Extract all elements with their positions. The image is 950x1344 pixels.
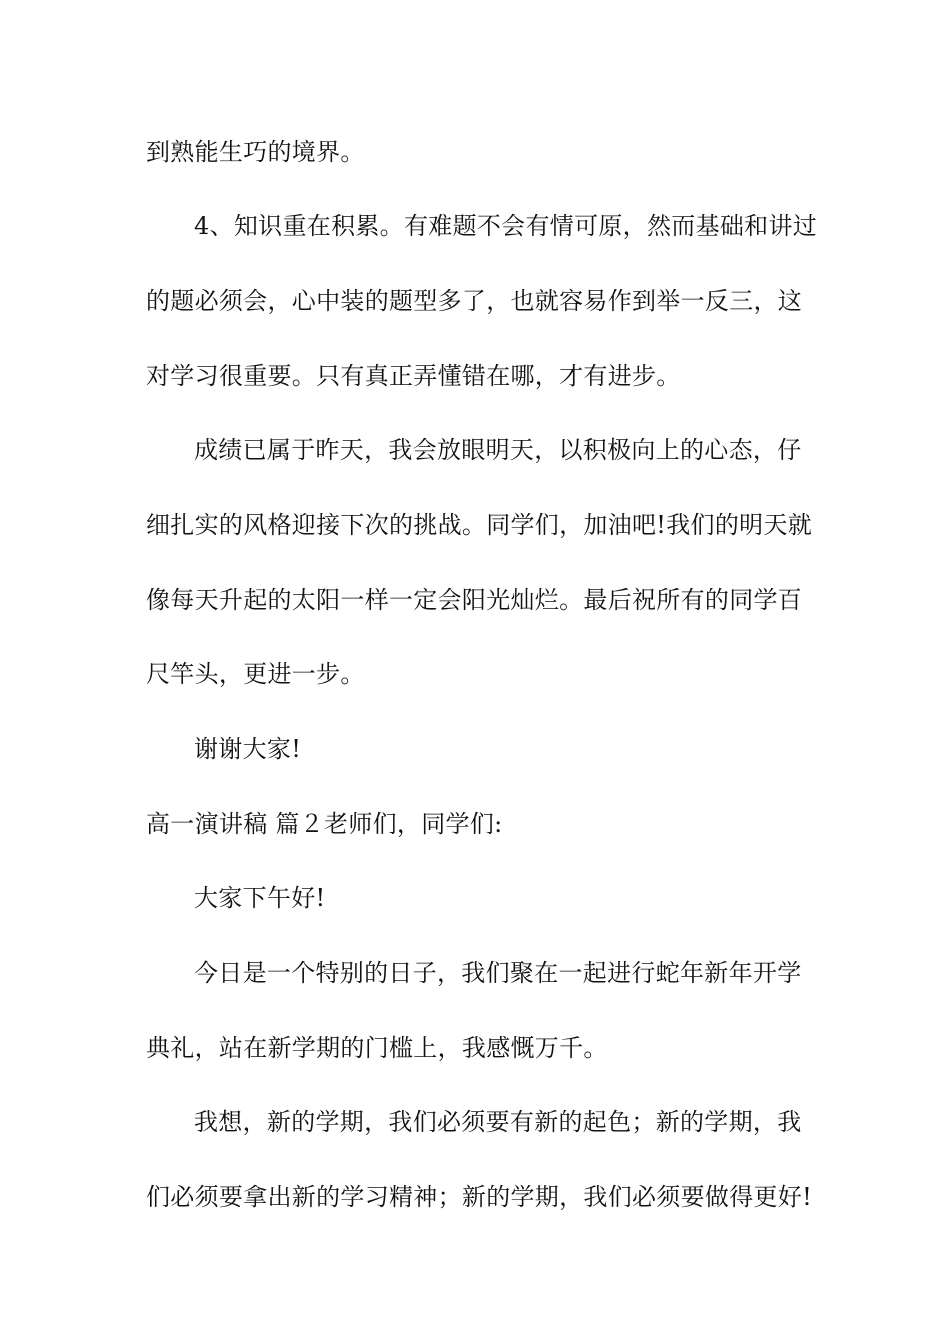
paragraph-start-line: 大家下午好!	[194, 884, 326, 912]
paragraph-start-line: 我想，新的学期，我们必须要有新的起色；新的学期，我	[194, 1108, 802, 1136]
text-line: 到熟能生巧的境界。	[146, 138, 365, 166]
text-line: 们必须要拿出新的学习精神；新的学期，我们必须要做得更好!	[146, 1183, 813, 1211]
paragraph-start-line: 谢谢大家!	[194, 735, 302, 763]
text-line: 尺竿头，更进一步。	[146, 660, 365, 688]
text-line: 对学习很重要。只有真正弄懂错在哪，才有进步。	[146, 362, 681, 390]
paragraph-start-line: 今日是一个特别的日子，我们聚在一起进行蛇年新年开学	[194, 959, 802, 987]
paragraph-start-line: 成绩已属于昨天，我会放眼明天，以积极向上的心态，仔	[194, 436, 802, 464]
paragraph-start-line: 4、知识重在积累。有难题不会有情可原，然而基础和讲过	[194, 212, 818, 240]
text-line: 的题必须会，心中装的题型多了，也就容易作到举一反三，这	[146, 287, 803, 315]
text-line: 像每天升起的太阳一样一定会阳光灿烂。最后祝所有的同学百	[146, 586, 803, 614]
text-line: 典礼，站在新学期的门槛上，我感慨万千。	[146, 1034, 608, 1062]
section-heading-line: 高一演讲稿 篇２老师们，同学们:	[146, 810, 503, 838]
text-line: 细扎实的风格迎接下次的挑战。同学们，加油吧!我们的明天就	[146, 511, 813, 539]
